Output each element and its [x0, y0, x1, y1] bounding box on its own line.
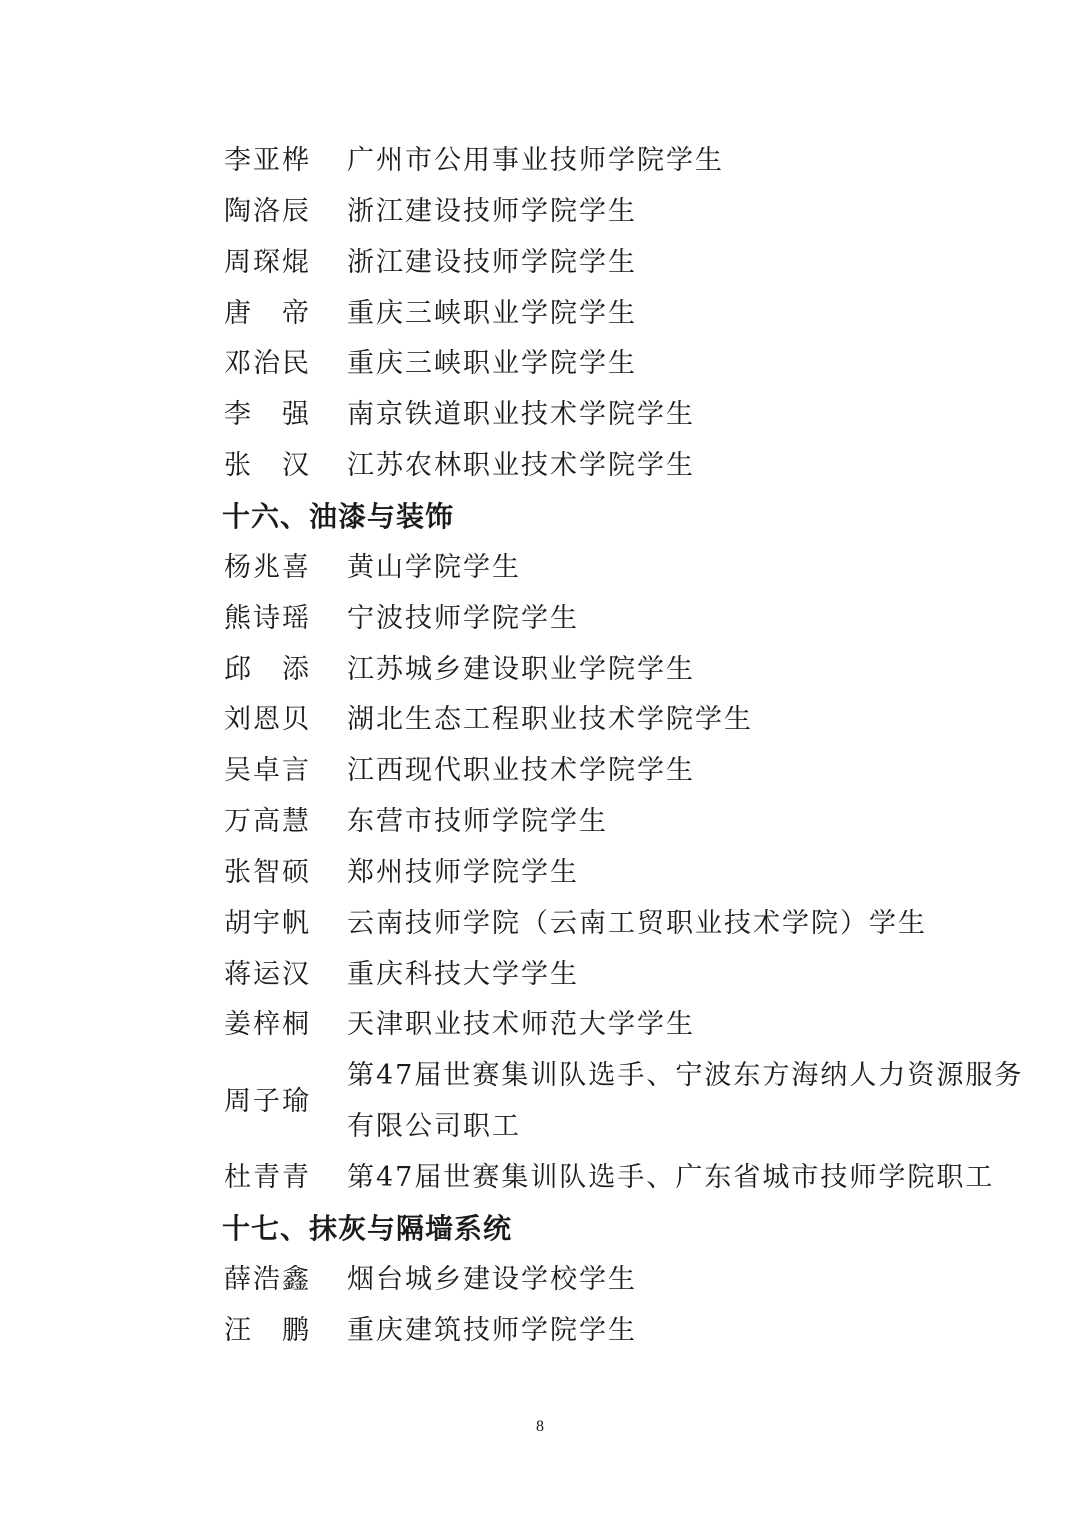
person-name: 李亚桦: [224, 145, 311, 176]
person-name: 薛浩鑫: [224, 1264, 311, 1295]
person-affiliation: 浙江建设技师学院学生: [347, 247, 637, 278]
person-affiliation: 宁波技师学院学生: [347, 603, 579, 634]
person-name: 张智硕: [224, 857, 311, 888]
person-name: 胡宇帆: [224, 908, 311, 939]
person-name: 杨兆喜: [224, 552, 311, 583]
person-affiliation: 湖北生态工程职业技术学院学生: [347, 704, 753, 735]
person-affiliation: 重庆科技大学学生: [347, 959, 579, 990]
person-name: 唐 帝: [224, 298, 311, 329]
person-affiliation: 烟台城乡建设学校学生: [347, 1264, 637, 1295]
person-name: 吴卓言: [224, 755, 311, 786]
person-affiliation-line1: 第47届世赛集训队选手、宁波东方海纳人力资源服务: [347, 1060, 1024, 1091]
person-name: 邱 添: [224, 654, 311, 685]
person-name: 李 强: [224, 399, 311, 430]
person-name: 万高慧: [224, 806, 311, 837]
person-name: 邓治民: [224, 348, 311, 379]
section-heading: 十七、抹灰与隔墙系统: [222, 1212, 513, 1245]
person-affiliation: 江苏城乡建设职业学院学生: [347, 654, 695, 685]
person-affiliation: 重庆三峡职业学院学生: [347, 348, 637, 379]
person-affiliation: 南京铁道职业技术学院学生: [347, 399, 695, 430]
person-name: 姜梓桐: [224, 1009, 311, 1040]
person-affiliation: 广州市公用事业技师学院学生: [347, 145, 724, 176]
person-affiliation: 江西现代职业技术学院学生: [347, 755, 695, 786]
page-number: 8: [536, 1418, 544, 1435]
person-affiliation-line2: 有限公司职工: [347, 1111, 521, 1142]
person-name: 熊诗瑶: [224, 603, 311, 634]
person-name: 张 汉: [224, 450, 311, 481]
person-name: 蒋运汉: [224, 959, 311, 990]
person-affiliation: 郑州技师学院学生: [347, 857, 579, 888]
person-affiliation: 江苏农林职业技术学院学生: [347, 450, 695, 481]
person-name: 陶洛辰: [224, 196, 311, 227]
person-affiliation: 重庆三峡职业学院学生: [347, 298, 637, 329]
person-affiliation: 黄山学院学生: [347, 552, 521, 583]
person-name: 杜青青: [224, 1162, 311, 1193]
person-name: 刘恩贝: [224, 704, 311, 735]
person-name: 周琛焜: [224, 247, 311, 278]
person-name: 汪 鹏: [224, 1315, 311, 1346]
person-affiliation: 重庆建筑技师学院学生: [347, 1315, 637, 1346]
person-affiliation: 第47届世赛集训队选手、广东省城市技师学院职工: [347, 1162, 995, 1193]
section-heading: 十六、油漆与装饰: [222, 500, 455, 533]
person-affiliation: 浙江建设技师学院学生: [347, 196, 637, 227]
person-affiliation: 东营市技师学院学生: [347, 806, 608, 837]
person-name: 周子瑜: [224, 1086, 311, 1117]
person-affiliation: 天津职业技术师范大学学生: [347, 1009, 695, 1040]
person-affiliation: 云南技师学院（云南工贸职业技术学院）学生: [347, 908, 927, 939]
